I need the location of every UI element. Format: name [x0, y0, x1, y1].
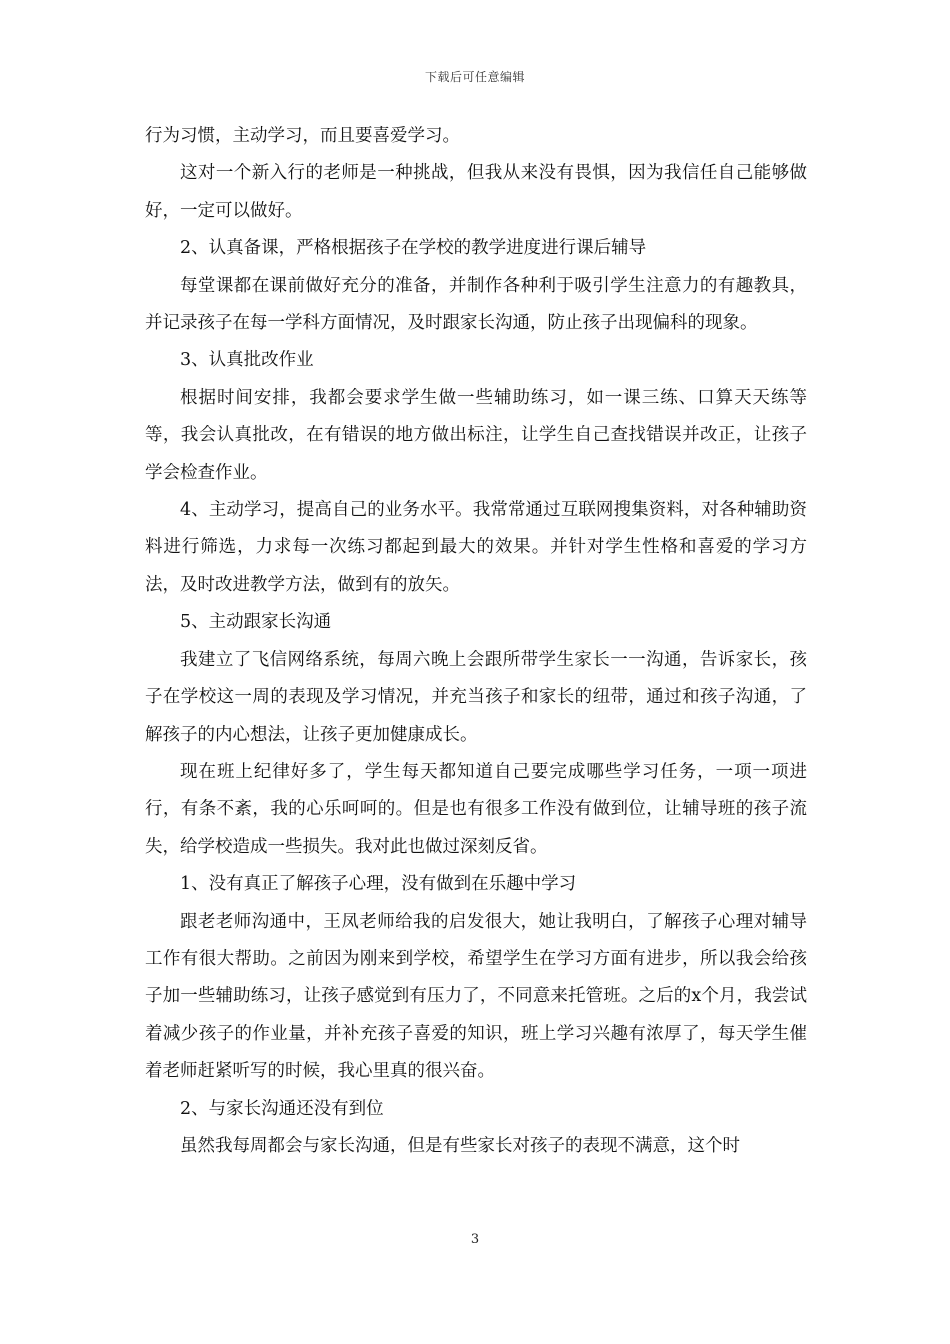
document-body — [145, 118, 807, 1165]
paragraph-8: 跟老老师沟通中，王凤老师给我的启发很大，她让我明白，了解孩子心理对辅导工作有很大帮助。之前因为刚来到学校，希望学生在学习方面有进步，所以我会给孩子加一些辅助练习，让孩子感觉到有压力了，不同意来托管班。之后的x个月，我尝试着减少孩子的作业量，并补充孩子喜爱的知识，班上学习兴趣有浓厚了，每天学生催着老师赶紧听写的时候，我心里真的很兴奋。 — [145, 911, 807, 1082]
paragraph-3: 每堂课都在课前做好充分的准备，并制作各种利于吸引学生注意力的有趣教具，并记录孩子在每一学科方面情况，及时跟家长沟通，防止孩子出现偏科的现象。 — [145, 275, 807, 334]
paragraph-4: 根据时间安排，我都会要求学生做一些辅助练习，如一课三练、口算天天练等等，我会认真批改，在有错误的地方做出标注，让学生自己查找错误并改正，让孩子学会检查作业。 — [145, 387, 807, 483]
subsection-heading-1: 1、没有真正了解孩子心理，没有做到在乐趣中学习 — [180, 874, 577, 895]
paragraph-2: 这对一个新入行的老师是一种挑战，但我从来没有畏惧，因为我信任自己能够做好，一定可以做好。 — [145, 163, 807, 221]
paragraph-6: 我建立了飞信网络系统，每周六晚上会跟所带学生家长一一沟通，告诉家长，孩子在学校这一周的表现及学习情况，并充当孩子和家长的纽带，通过和孩子沟通，了解孩子的内心想法，让孩子更加健康成长。 — [145, 649, 807, 745]
page-number: 3 — [470, 1232, 480, 1247]
paragraph-1: 行为习惯，主动学习，而且要喜爱学习。 — [145, 126, 460, 146]
paragraph-7: 现在班上纪律好多了，学生每天都知道自己要完成哪些学习任务，一项一项进行，有条不紊，我的心乐呵呵的。但是也有很多工作没有做到位，让辅导班的孩子流失，给学校造成一些损失。我对此也做过深刻反省。 — [145, 761, 807, 857]
paragraph-5: 4、主动学习，提高自己的业务水平。我常常通过互联网搜集资料，对各种辅助资料进行筛选，力求每一次练习都起到最大的效果。并针对学生性格和喜爱的学习方法，及时改进教学方法，做到有的放矢。 — [145, 500, 807, 595]
section-heading-2: 2、认真备课，严格根据孩子在学校的教学进度进行课后辅导 — [180, 238, 647, 259]
page-header-note: 下载后可任意编辑 — [424, 70, 525, 84]
paragraph-9: 虽然我每周都会与家长沟通，但是有些家长对孩子的表现不满意，这个时 — [180, 1135, 740, 1156]
section-heading-5: 5、主动跟家长沟通 — [180, 612, 332, 633]
section-heading-3: 3、认真批改作业 — [180, 350, 314, 371]
subsection-heading-2: 2、与家长沟通还没有到位 — [180, 1098, 384, 1119]
